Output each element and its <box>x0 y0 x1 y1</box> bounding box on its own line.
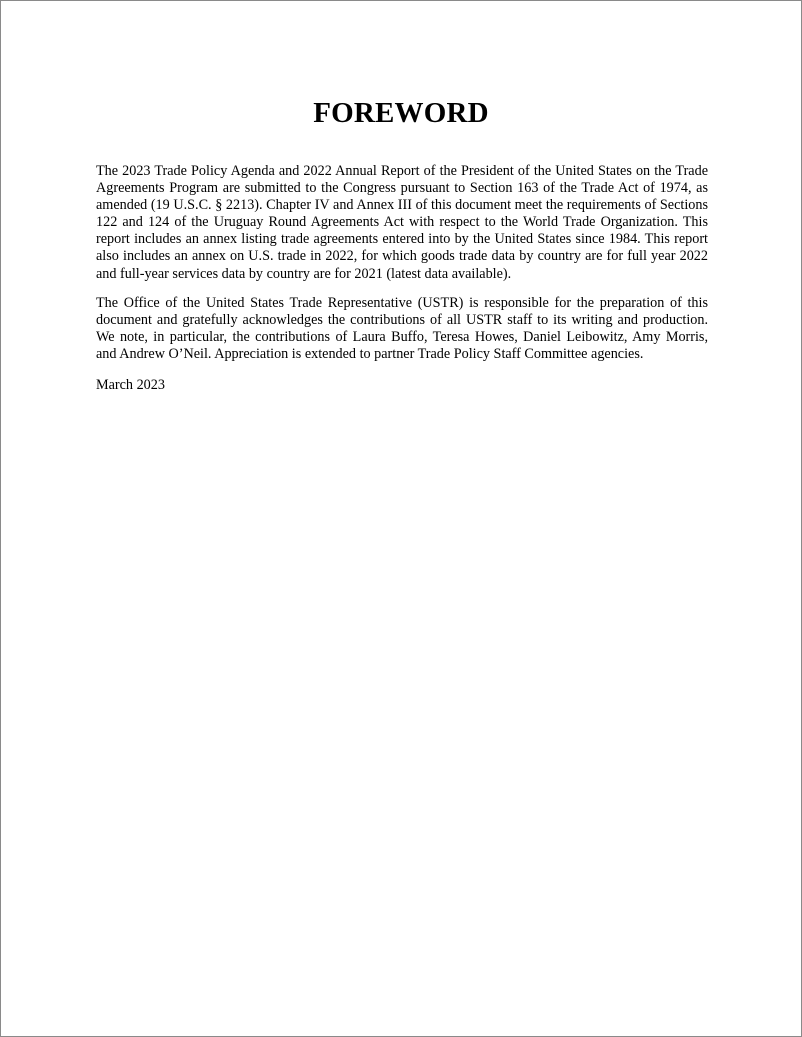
paragraph-line: and full-year services data by country are for 2021 (latest data available). <box>96 265 512 282</box>
paragraph-line: 122 and 124 of the Uruguay Round Agreements Act with respect to the World Trade Organization. This <box>96 214 708 231</box>
paragraph-line: document and gratefully acknowledges the contributions of all USTR staff to its writing and production. <box>96 312 708 329</box>
paragraph-line: report includes an annex listing trade agreements entered into by the United States since 1984. This report <box>96 231 708 248</box>
document-date: March 2023 <box>96 377 165 393</box>
paragraph-line: Agreements Program are submitted to the Congress pursuant to Section 163 of the Trade Act of 1974, as <box>96 180 708 197</box>
intro-paragraph <box>96 163 708 283</box>
page-title: FOREWORD <box>313 97 489 129</box>
paragraph-line: and Andrew O’Neil. Appreciation is extended to partner Trade Policy Staff Committee agencies. <box>96 346 644 363</box>
paragraph-line: amended (19 U.S.C. § 2213). Chapter IV and Annex III of this document meet the requirements of Sections <box>96 197 708 214</box>
paragraph-line: We note, in particular, the contributions of Laura Buffo, Teresa Howes, Daniel Leibowitz, Amy Morris, <box>96 329 708 346</box>
paragraph-line: also includes an annex on U.S. trade in 2022, for which goods trade data by country are for full year 2022 <box>96 248 708 265</box>
paragraph-line: The 2023 Trade Policy Agenda and 2022 Annual Report of the President of the United States on the Trade <box>96 163 708 179</box>
acknowledgements-paragraph <box>96 295 708 363</box>
paragraph-line: The Office of the United States Trade Representative (USTR) is responsible for the preparation of this <box>96 295 708 311</box>
